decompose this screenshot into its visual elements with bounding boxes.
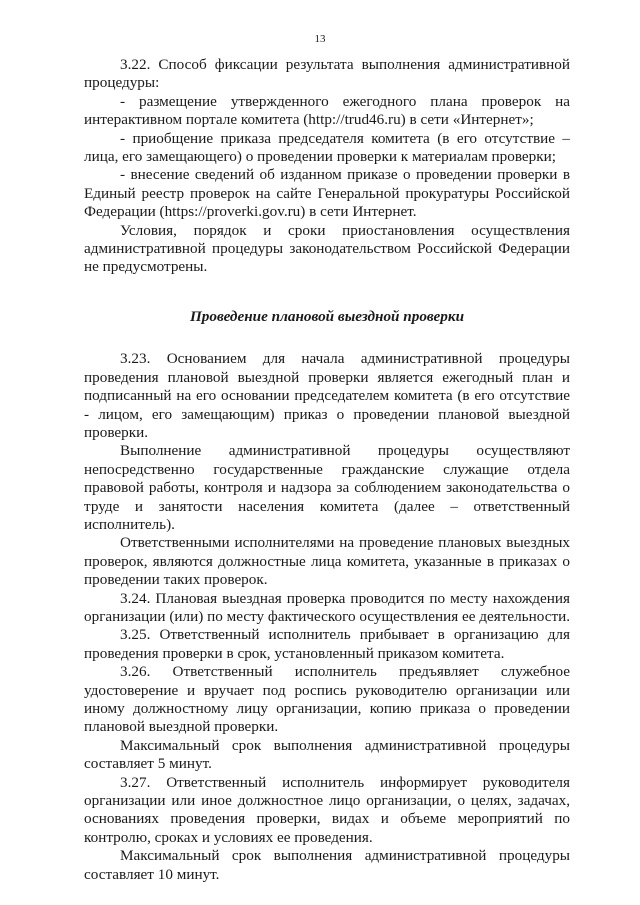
paragraph-3-24: 3.24. Плановая выездная проверка проводится по месту нахождения организации (или) по месту фактического осуществления ее деятельности. xyxy=(84,589,571,625)
paragraph-item-portal: - размещение утвержденного ежегодного плана проверок на интерактивном портале комитета (http://trud46.ru) в сети «Интернет»; xyxy=(84,92,570,129)
paragraph-3-23: 3.23. Основанием для начала административной процедуры проведения плановой выездной проверки является ежегодный план и подписанный на его основании председателем комитета (в его отсутствие - лицом, его замещающим) приказ о проведении плановой выездной проверки. xyxy=(84,350,570,441)
paragraph-3-25: 3.25. Ответственный исполнитель прибывает в организацию для проведения проверки в срок, установленный приказом комитета. xyxy=(84,626,570,662)
paragraph-execution: Выполнение административной процедуры осуществляют непосредственно государственные гражданские служащие отдела правовой работы, контроля и надзора за соблюдением законодательства о труде и занятости населения комитета (далее – ответственный исполнитель). xyxy=(84,442,570,533)
paragraph-3-26: 3.26. Ответственный исполнитель предъявляет служебное удостоверение и вручает под роспись руководителю организации или иному должностному лицу организации, копию приказа о проведении плановой выездной проверки. xyxy=(84,663,570,736)
document-body xyxy=(84,56,570,884)
paragraph-item-registry: - внесение сведений об изданном приказе о проведении проверки в Единый реестр проверок на сайте Генеральной прокуратуры Российской Федерации (https://proverki.gov.ru) в сети Интернет. xyxy=(84,166,570,221)
paragraph-3-27: 3.27. Ответственный исполнитель информирует руководителя организации или иное должностное лицо организации, о целях, задачах, основаниях проведения проверки, видах и объеме мероприятий по контролю, сроках и условиях ее проведения. xyxy=(84,773,570,846)
paragraph-max-time-5: Максимальный срок выполнения административной процедуры составляет 5 минут. xyxy=(84,736,570,773)
paragraph-max-time-10: Максимальный срок выполнения административной процедуры составляет 10 минут. xyxy=(84,847,570,883)
paragraph-suspension-conditions: Условия, порядок и сроки приостановления осуществления административной процедуры законодательством Российской Федерации не предусмотрены. xyxy=(84,221,570,276)
paragraph-3-22: 3.22. Способ фиксации результата выполнения административной процедуры: xyxy=(84,56,570,92)
paragraph-item-order: - приобщение приказа председателя комитета (в его отсутствие – лица, его замещающего) о проведении проверки к материалам проверки; xyxy=(84,129,570,166)
page-number: 13 xyxy=(314,33,326,45)
section-heading: Проведение плановой выездной проверки xyxy=(189,307,465,325)
paragraph-responsible: Ответственными исполнителями на проведение плановых выездных проверок, являются должностные лица комитета, указанные в приказах о проведении таких проверок. xyxy=(84,534,570,589)
